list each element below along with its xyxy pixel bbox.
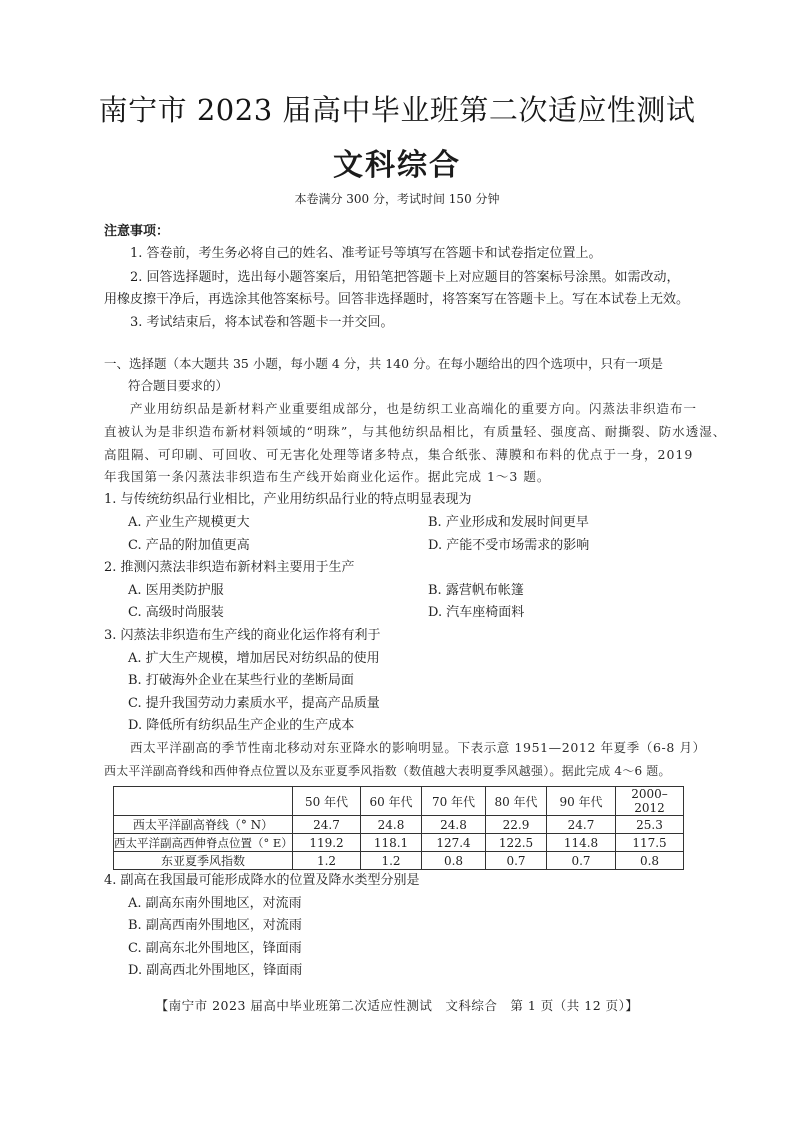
question-4-option-c: C. 副高东北外围地区，锋面雨 [128,941,302,956]
table-cell: 0.8 [616,852,684,870]
table-row-label: 东亚夏季风指数 [114,852,293,870]
passage1-line-3: 高阻隔、可印刷、可回收、可无害化处理等诸多特点，集合纸张、薄膜和布料的优点于一身，2019 [104,447,694,462]
question-1-option-b: B. 产业形成和发展时间更早 [428,515,589,530]
question-3-option-d: D. 降低所有纺织品生产企业的生产成本 [128,718,355,733]
question-2-option-b: B. 露营帆布帐篷 [428,583,524,598]
table-header-row [114,787,684,816]
question-1-option-d: D. 产能不受市场需求的影响 [428,538,590,553]
table-row [114,816,684,834]
question-2-option-a: A. 医用类防护服 [128,583,224,598]
table-cell: 24.7 [293,816,361,834]
passage1-line-4: 年我国第一条闪蒸法非织造布生产线开始商业化运作。据此完成 1～3 题。 [104,469,551,484]
question-2-option-c: C. 高级时尚服装 [128,605,224,620]
table-row-label: 西太平洋副高西伸脊点位置（° E） [114,835,293,850]
table-header-cell: 90 年代 [547,787,616,816]
table-cell: 122.5 [486,834,547,852]
table-header-cell: 60 年代 [361,787,422,816]
question-4-stem: 4. 副高在我国最可能形成降水的位置及降水类型分别是 [104,873,420,888]
question-2-stem: 2. 推测闪蒸法非织造布新材料主要用于生产 [104,560,355,575]
section-heading: 一、选择题（本大题共 35 小题，每小题 4 分，共 140 分。在每小题给出的四个选项中，只有一项是 [104,356,664,371]
table-cell: 1.2 [361,852,422,870]
table-header-cell: 70 年代 [422,787,486,816]
table-row-label: 西太平洋副高脊线（° N） [114,816,293,834]
table-cell: 117.5 [616,834,684,852]
table-cell: 114.8 [547,834,616,852]
section-heading-cont: 符合题目要求的） [128,378,229,393]
question-4-option-d: D. 副高西北外围地区，锋面雨 [128,963,303,978]
passage1-line-1: 产业用纺织品是新材料产业重要组成部分，也是纺织工业高端化的重要方向。闪蒸法非织造布一 [130,401,698,416]
table-cell: 25.3 [616,816,684,834]
question-1-stem: 1. 与传统纺织品行业相比，产业用纺织品行业的特点明显表现为 [104,492,472,507]
table-row [114,834,684,852]
table-cell: 1.2 [293,852,361,870]
notice-item-2: 2. 回答选择题时，选出每小题答案后，用铅笔把答题卡上对应题目的答案标号涂黑。如需改动， [130,270,680,285]
table-header-cell: 80 年代 [486,787,547,816]
exam-subject: 文科综合 [333,148,461,183]
table-header-cell: 2000–2012 [616,787,684,816]
question-4-option-a: A. 副高东南外围地区，对流雨 [128,896,302,911]
table-cell: 127.4 [422,834,486,852]
page-footer: 【南宁市 2023 届高中毕业班第二次适应性测试 文科综合 第 1 页（共 12 页）】 [155,998,639,1013]
passage2-line-1: 西太平洋副高的季节性南北移动对东亚降水的影响明显。下表示意 1951—2012 年夏季（6-8 月） [130,740,706,755]
table-cell: 24.8 [361,816,422,834]
question-4-option-b: B. 副高西南外围地区，对流雨 [128,918,302,933]
table-header-cell: 50 年代 [293,787,361,816]
passage1-line-2: 直被认为是非织造布新材料领域的“明珠”，与其他纺织品相比，有质量轻、强度高、耐撕裂、防水透湿、 [104,424,727,439]
data-table [113,786,684,870]
table-cell: 22.9 [486,816,547,834]
passage2-line-2: 西太平洋副高脊线和西伸脊点位置以及东亚夏季风指数（数值越大表明夏季风越强）。据此完成 4～6 题。 [104,764,671,778]
notice-item-1: 1. 答卷前，考生务必将自己的姓名、准考证号等填写在答题卡和试卷指定位置上。 [130,246,602,261]
question-2-option-d: D. 汽车座椅面料 [428,605,525,620]
exam-title: 南宁市 2023 届高中毕业班第二次适应性测试 [98,93,696,127]
question-3-stem: 3. 闪蒸法非织造布生产线的商业化运作将有利于 [104,628,381,643]
score-info: 本卷满分 300 分，考试时间 150 分钟 [294,192,500,206]
notice-item-2-cont: 用橡皮擦干净后，再选涂其他答案标号。回答非选择题时，将答案写在答题卡上。写在本试卷上无效。 [104,292,690,307]
notice-heading: 注意事项： [104,224,170,239]
table-cell: 0.7 [486,852,547,870]
table-cell: 119.2 [293,834,361,852]
question-3-option-a: A. 扩大生产规模，增加居民对纺织品的使用 [128,651,380,666]
question-3-option-c: C. 提升我国劳动力素质水平，提高产品质量 [128,696,380,711]
table-cell: 24.8 [422,816,486,834]
table-cell: 24.7 [547,816,616,834]
notice-item-3: 3. 考试结束后，将本试卷和答题卡一并交回。 [130,315,394,330]
table-cell: 118.1 [361,834,422,852]
table-cell: 0.8 [422,852,486,870]
table-row [114,852,684,870]
question-1-option-a: A. 产业生产规模更大 [128,515,250,530]
question-1-option-c: C. 产品的附加值更高 [128,538,250,553]
table-header-cell [114,787,293,816]
question-3-option-b: B. 打破海外企业在某些行业的垄断局面 [128,673,354,688]
table-cell: 0.7 [547,852,616,870]
